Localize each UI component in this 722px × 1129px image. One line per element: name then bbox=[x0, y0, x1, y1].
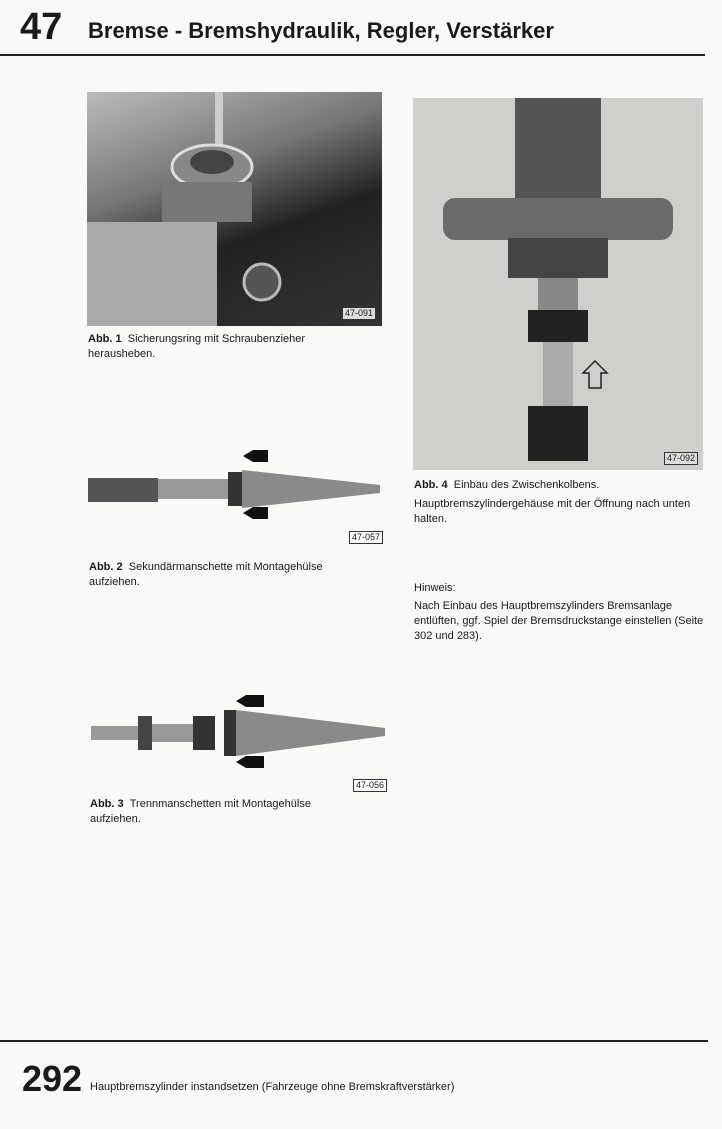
chapter-number: 47 bbox=[20, 6, 63, 48]
arrow-up-icon bbox=[583, 361, 607, 388]
figure-4-caption bbox=[414, 478, 704, 493]
figure-2-drawing bbox=[88, 445, 383, 530]
figure-number: Abb. 1 bbox=[88, 333, 122, 345]
intermediate-piston-illustration bbox=[413, 98, 703, 470]
figure-code: 47-056 bbox=[353, 779, 387, 792]
arrow-left-icon bbox=[243, 450, 268, 462]
figure-number: Abb. 4 bbox=[414, 479, 448, 491]
footer-divider bbox=[0, 1040, 708, 1042]
arrow-left-icon bbox=[236, 756, 264, 768]
figure-4-text: Hauptbremszylindergehäuse mit der Öffnung nach unten halten. bbox=[414, 498, 691, 525]
figure-code: 47-092 bbox=[664, 452, 698, 465]
figure-4-photo bbox=[413, 98, 703, 470]
figure-number: Abb. 3 bbox=[90, 798, 124, 810]
page-title: Bremse - Bremshydraulik, Regler, Verstärker bbox=[88, 18, 554, 43]
header-divider bbox=[0, 54, 705, 56]
page-number: 292 bbox=[22, 1058, 83, 1099]
figure-3-drawing bbox=[88, 688, 388, 773]
figure-1-photo bbox=[87, 92, 382, 326]
caption-text: Trennmanschetten mit Montagehülse aufziehen. bbox=[90, 798, 311, 825]
caption-text: Einbau des Zwischenkolbens. bbox=[453, 479, 600, 491]
caption-text: Sicherungsring mit Schraubenzieher herausheben. bbox=[88, 333, 306, 360]
figure-3-caption bbox=[90, 797, 360, 827]
master-cylinder-photo-illustration bbox=[87, 92, 382, 326]
figure-code: 47-057 bbox=[349, 531, 383, 544]
caption-text: Sekundärmanschette mit Montagehülse aufziehen. bbox=[89, 561, 323, 588]
footer-text: Hauptbremszylinder instandsetzen (Fahrzeuge ohne Bremskraftverstärker) bbox=[90, 1081, 455, 1093]
arrow-left-icon bbox=[236, 695, 264, 707]
note-text: Nach Einbau des Hauptbremszylinders Bremsanlage entlüften, ggf. Spiel der Bremsdruckstange einstellen (Seite 302 und 283). bbox=[414, 600, 704, 642]
figure-1-caption bbox=[88, 332, 348, 362]
figure-number: Abb. 2 bbox=[89, 561, 123, 573]
figure-code: 47-091 bbox=[342, 307, 376, 320]
arrow-left-icon bbox=[243, 507, 268, 519]
figure-2-caption bbox=[89, 560, 359, 590]
note-heading: Hinweis: bbox=[414, 582, 456, 594]
